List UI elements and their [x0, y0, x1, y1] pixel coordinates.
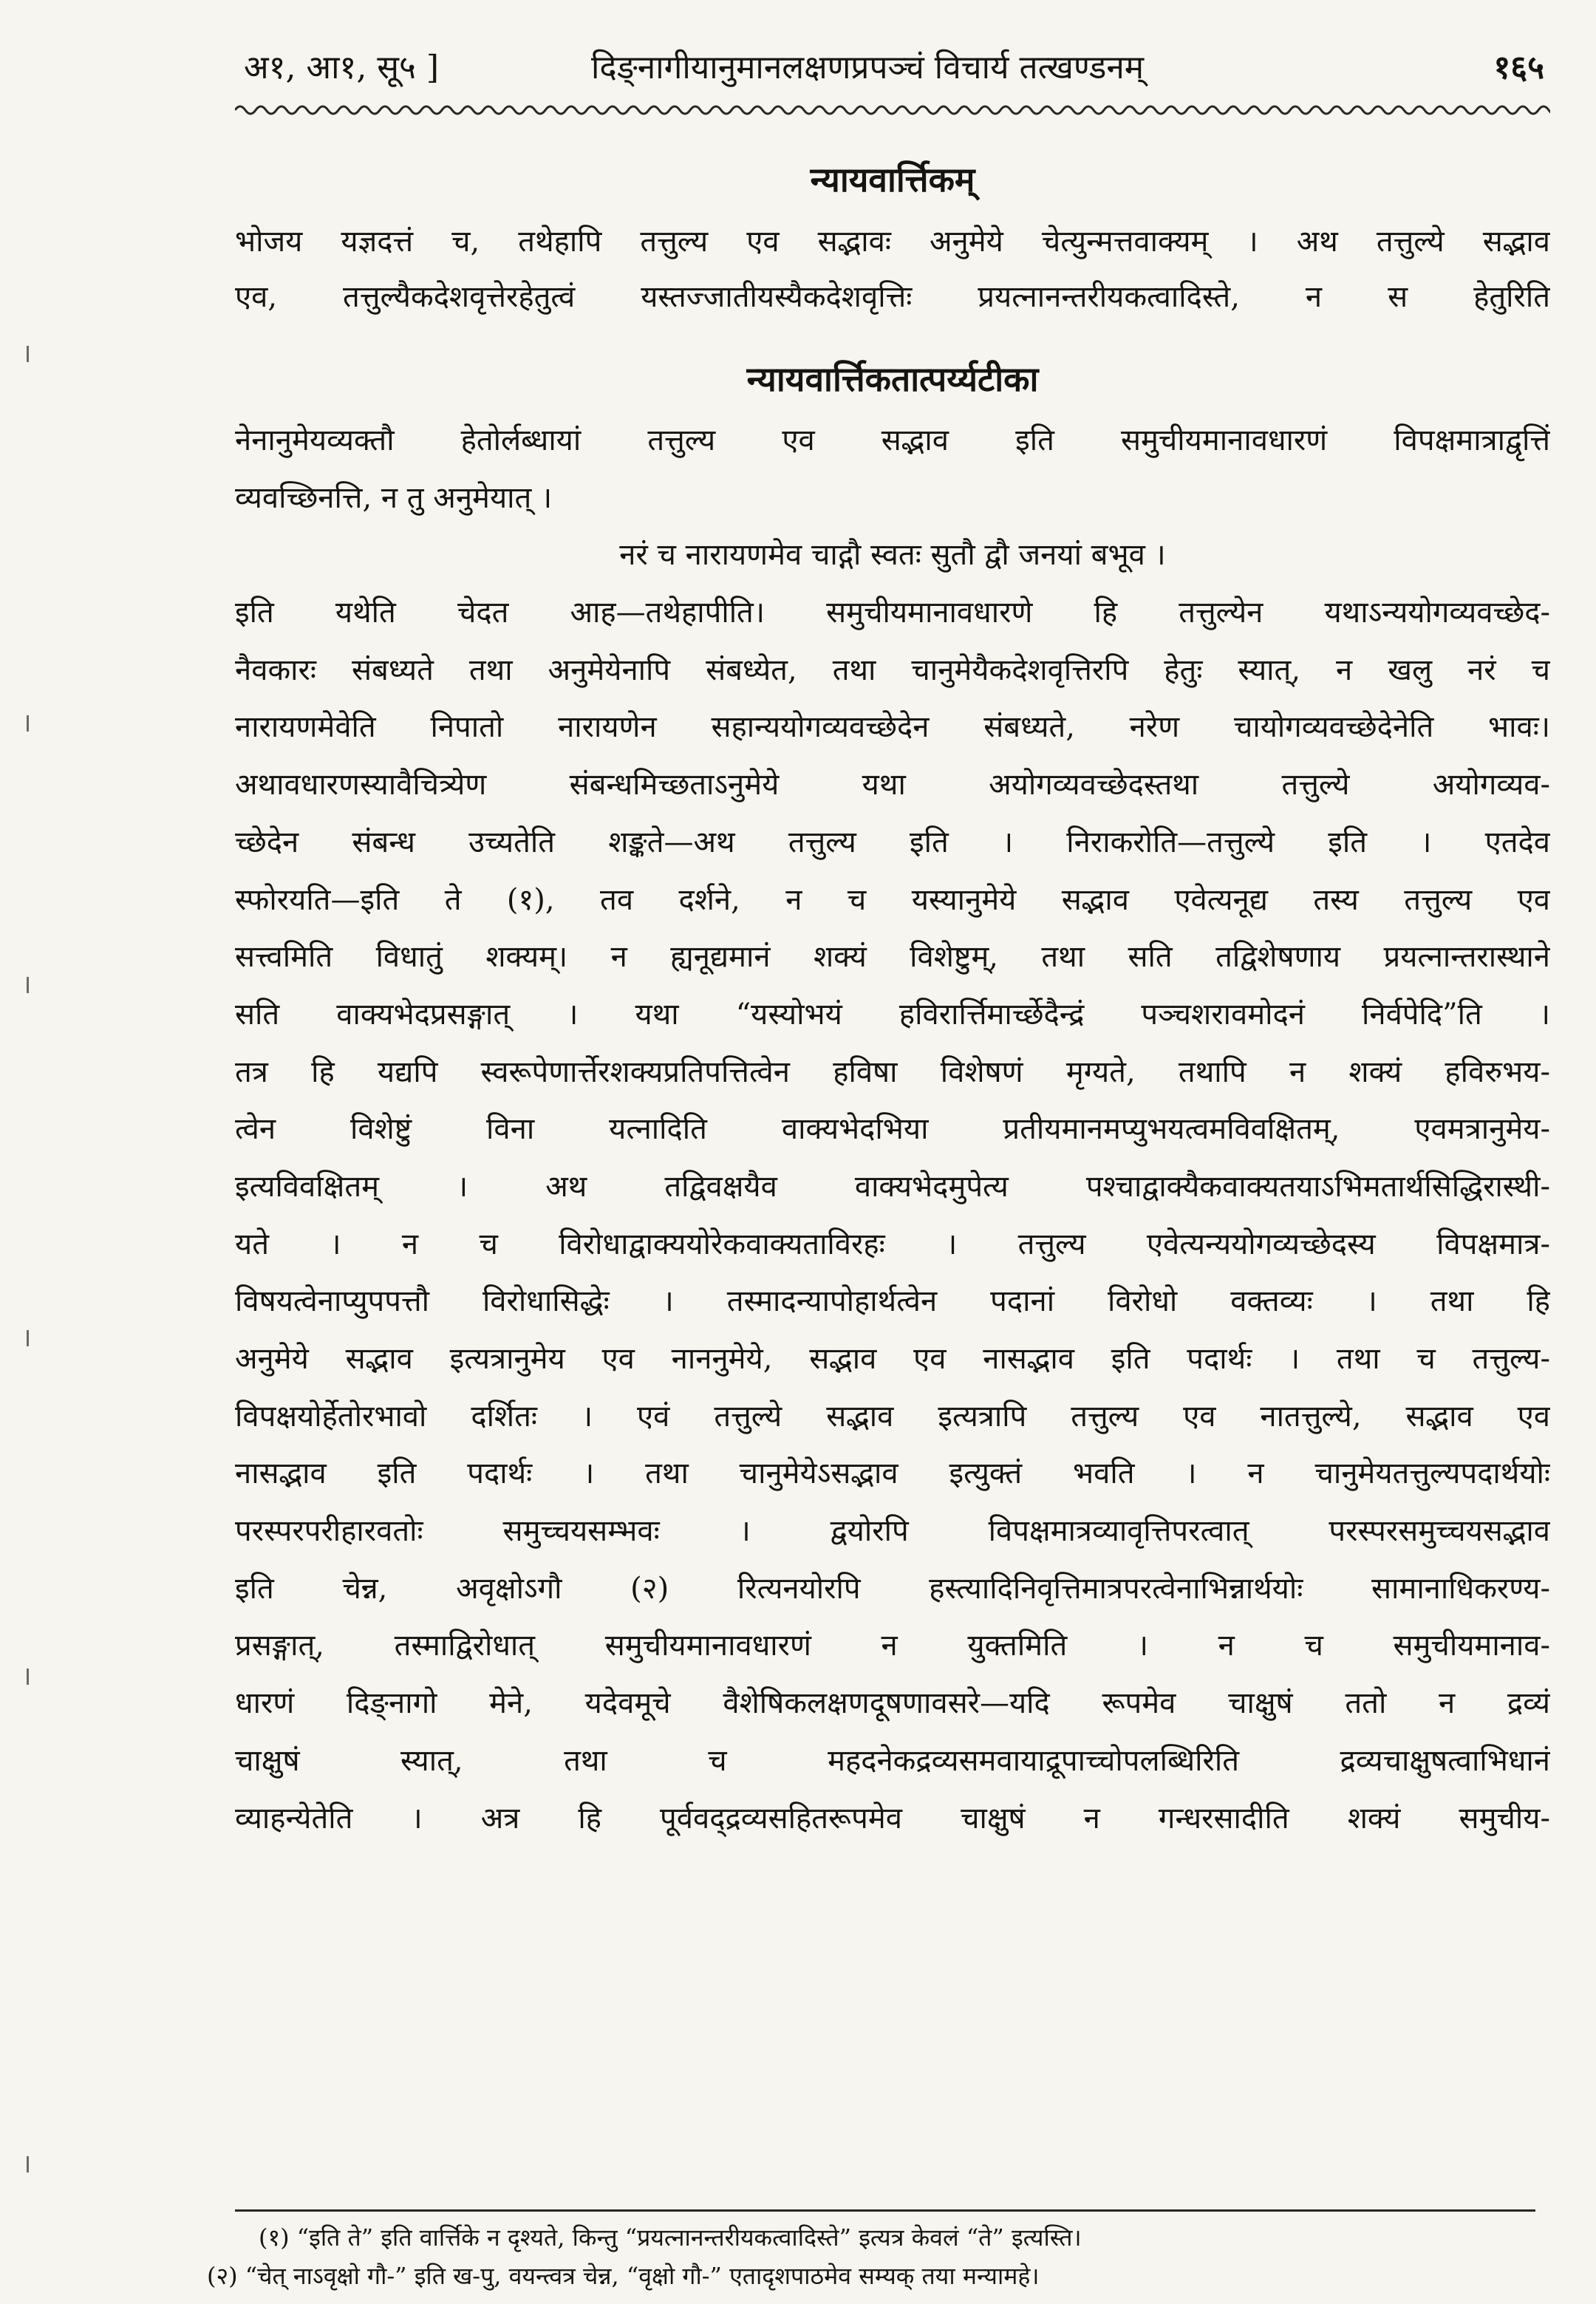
footnote: (१) “इति ते” इति वार्त्तिके न दृश्यते, किन्तु “प्रयत्नानन्तरीयकत्वादिस्ते” इत्यत्र केवलं “ते” इत्यस्ति।	[259, 2223, 1082, 2252]
text-line: यते । न च विरोधाद्वाक्ययोरेकवाक्यताविरहः । तत्तुल्य एवेत्यन्ययोगव्यच्छेदस्य विपक्षमात्र-	[235, 1227, 1550, 1261]
text-line: प्रसङ्गात्, तस्माद्विरोधात् समुचीयमानावधारणं न युक्तमिति । न च समुचीयमानाव-	[235, 1629, 1550, 1663]
footnote-rule	[235, 2209, 1535, 2212]
text-line: विपक्षयोर्हेतोरभावो दर्शितः । एवं तत्तुल्ये सद्भाव इत्यत्रापि तत्तुल्य एव नातत्तुल्ये, सद्भाव एव	[235, 1399, 1550, 1434]
text-line: इति चेन्न, अवृक्षोऽगौ (२) रित्यनयोरपि हस्त्यादिनिवृत्तिमात्रपरत्वेनाभिन्नार्थयोः सामानाधिकरण्य-	[235, 1571, 1550, 1606]
scan-margin-mark	[27, 2156, 29, 2172]
text-line: च्छेदेन संबन्ध उच्यतेति शङ्कते—अथ तत्तुल्य इति । निराकरोति—तत्तुल्ये इति । एतदेव	[235, 825, 1550, 859]
footnote: (२) “चेत् नाऽवृक्षो गौ-” इति ख-पु, वयन्त्वत्र चेन्न, “वृक्षो गौ-” एतादृशपाठमेव सम्यक् तया मन्यामहे।	[207, 2262, 1040, 2290]
text-line: स्फोरयति—इति ते (१), तव दर्शने, न च यस्यानुमेये सद्भाव एवेत्यनूद्य तस्य तत्तुल्य एव	[235, 882, 1550, 917]
running-title: दिङ्नागीयानुमानलक्षणप्रपञ्चं विचार्य तत्खण्डनम्	[591, 49, 1145, 86]
text-line: सत्त्वमिति विधातुं शक्यम्। न ह्यनूद्यमानं शक्यं विशेष्टुम्, तथा सति तद्विशेषणाय प्रयत्नान्तरास्थाने	[235, 940, 1550, 975]
page-number: १६५	[1493, 49, 1544, 86]
text-line: तत्र हि यद्यपि स्वरूपेणार्त्तेरशक्यप्रतिपत्तित्वेन हविषा विशेषणं मृग्यते, तथापि न शक्यं हविरुभय-	[235, 1054, 1550, 1089]
running-header	[244, 38, 1544, 98]
text-line: नेनानुमेयव्यक्तौ हेतोर्लब्धायां तत्तुल्य एव सद्भाव इति समुचीयमानावधारणं विपक्षमात्राद्वृत्तिं	[235, 423, 1550, 457]
text-line: व्याहन्येतेति । अत्र हि पूर्ववद्द्रव्यसहितरूपमेव चाक्षुषं न गन्धरसादीति शक्यं समुचीय-	[235, 1801, 1550, 1836]
text-line: व्यवच्छिनत्ति, न तु अनुमेयात् ।	[235, 480, 553, 515]
vartika-heading: न्यायवार्त्तिकम्	[810, 160, 975, 200]
wavy-header-rule	[235, 100, 1550, 120]
text-line: नासद्भाव इति पदार्थः । तथा चानुमेयेऽसद्भाव इत्युक्तं भवति । न चानुमेयतत्तुल्यपदार्थयोः	[235, 1456, 1550, 1491]
footnotes	[207, 2218, 1537, 2295]
chapter-sutra-reference: अ१, आ१, सू५ ]	[244, 49, 440, 86]
scan-margin-mark	[27, 1669, 29, 1685]
text-line: इत्यविवक्षितम् । अथ तद्विवक्षयैव वाक्यभेदमुपेत्य पश्चाद्वाक्यैकवाक्यतयाऽभिमतार्थसिद्धिरास्थी-	[235, 1169, 1550, 1204]
text-line: चाक्षुषं स्यात्, तथा च महदनेकद्रव्यसमवायाद्रूपाच्चोपलब्धिरिति द्रव्यचाक्षुषत्वाभिधानं	[235, 1743, 1550, 1778]
tika-heading: न्यायवार्त्तिकतात्पर्य्यटीका	[746, 359, 1039, 399]
text-line: भोजय यज्ञदत्तं च, तथेहापि तत्तुल्य एव सद्भावः अनुमेये चेत्युन्मत्तवाक्यम् । अथ तत्तुल्ये सद्भाव	[235, 225, 1550, 259]
verse-line: नरं च नारायणमेव चाद्गौ स्वतः सुतौ द्वौ जनयां बभूव ।	[619, 538, 1166, 573]
scan-margin-mark	[27, 346, 29, 362]
scan-margin-mark	[27, 977, 29, 993]
text-line: त्वेन विशेष्टुं विना यत्नादिति वाक्यभेदभिया प्रतीयमानमप्युभयत्वमविवक्षितम्, एवमत्रानुमेय-	[235, 1112, 1550, 1147]
text-line: धारणं दिङ्नागो मेने, यदेवमूचे वैशेषिकलक्षणदूषणावसरे—यदि रूपमेव चाक्षुषं ततो न द्रव्यं	[235, 1686, 1550, 1721]
text-line: परस्परपरीहारवतोः समुच्चयसम्भवः । द्वयोरपि विपक्षमात्रव्यावृत्तिपरत्वात् परस्परसमुच्चयसद्भाव	[235, 1514, 1550, 1549]
scan-margin-mark	[27, 715, 29, 732]
text-line: अनुमेये सद्भाव इत्यत्रानुमेय एव नाननुमेये, सद्भाव एव नासद्भाव इति पदार्थः । तथा च तत्तुल्य-	[235, 1342, 1550, 1376]
text-line: विषयत्वेनाप्युपपत्तौ विरोधासिद्धेः । तस्मादन्यापोहार्थत्वेन पदानां विरोधो वक्तव्यः । तथा हि	[235, 1284, 1550, 1319]
text-line: अथावधारणस्यावैचित्र्येण संबन्धमिच्छताऽनुमेये यथा अयोगव्यवच्छेदस्तथा तत्तुल्ये अयोगव्यव-	[235, 768, 1550, 802]
scan-margin-mark	[27, 1330, 29, 1346]
text-line: नारायणमेवेति निपातो नारायणेन सहान्ययोगव्यवच्छेदेन संबध्यते, नरेण चायोगव्यवच्छेदेनेति भावः।	[235, 710, 1550, 745]
vartika-text	[235, 214, 1550, 325]
text-line: नैवकारः संबध्यते तथा अनुमेयेनापि संबध्येत, तथा चानुमेयैकदेशवृत्तिरपि हेतुः स्यात्, न खलु नरं च	[235, 652, 1550, 687]
text-line: इति यथेति चेदत आह—तथेहापीति। समुचीयमानावधारणे हि तत्तुल्येन यथाऽन्ययोगव्यवच्छेद-	[235, 596, 1550, 630]
tika-text	[235, 412, 1550, 1847]
text-line: एव, तत्तुल्यैकदेशवृत्तेरहेतुत्वं यस्तज्जातीयस्यैकदेशवृत्तिः प्रयत्नानन्तरीयकत्वादिस्ते, न स हेतुरिति	[235, 280, 1550, 314]
text-line: सति वाक्यभेदप्रसङ्गात् । यथा “यस्योभयं हविरार्त्तिमार्च्छेदैन्द्रं पञ्चशरावमोदनं निर्वपेदि”ति ।	[235, 997, 1550, 1032]
